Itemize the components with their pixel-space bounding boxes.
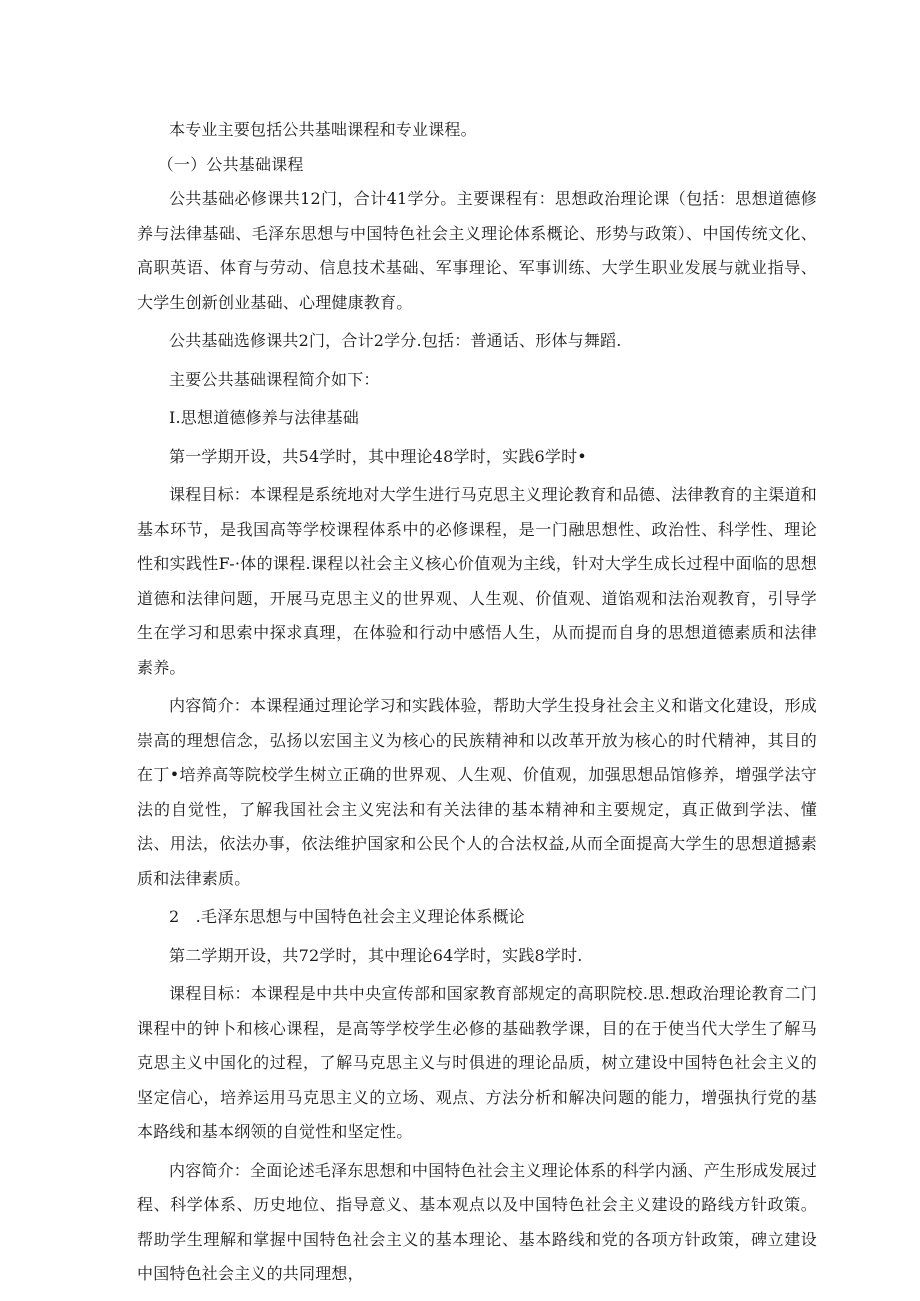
course-1-objective: 课程目标：本课程是系统地对大学生进行马克思主义理论教育和品德、法律教育的主渠道和基本环节，是我国高等学校课程体系中的必修课程，是一门融思想性、政治性、科学性、理论性和实践性F-·体的课程.课程以社会主义核心价值观为主线，针对大学生成长过程中面临的思想道德和法律问题，开展马克思主义的世界观、人生观、价值观、道馅观和法治观教育，引导学生在学习和思索中探求真理，在体验和行动中感悟人生，从而提而自身的思想道德素质和法律素养。 [137, 485, 818, 677]
required-courses-paragraph: 公共基础必修课共12门，合计41学分。主要课程有：思想政治理论课（包括：思想道德修养与法律基础、毛泽东思想与中国特色社会主义理论体系概论、形势与政策）、中国传统文化、高职英语、体育与劳动、信息技术基础、军事理论、军事训练、大学生职业发展与就业指导、大学生创新创业基础、心理健康教育。 [137, 189, 817, 312]
course-2-objective: 课程目标：本课程是中共中央宣传部和国家教育部规定的高职院校.思.想政治理论教育二门课程中的钟卜和核心课程，是高等学校学生必修的基础教学课，目的在于使当代大学生了解马克思主义中国化的过程，了解马克思主义与时俱进的理论品质，树立建设中国特色社会主义的坚定信心，培养运用马克思主义的立场、观点、方法分析和解决问题的能力，增强执行党的基本路线和基本纲领的自觉性和坚定性。 [137, 984, 817, 1141]
course-1-heading: I.思想道德修养与法律基础 [169, 408, 360, 427]
section-heading-public-basic-courses: （一）公共基础课程 [157, 154, 304, 174]
course-1-schedule: 第一学期开设，共54学时，其中理论48学时，实践6学时• [169, 446, 587, 466]
course-1-content: 内容简介：本课程通过理论学习和实践体验，帮助大学生投身社会主义和谐文化建设，形成崇高的理想信念，弘扬以宏国主义为核心的民族精神和以改革开放为核心的时代精神，其目的在丁•培养高等院校学生树立正确的世界观、人生观、价值观，加强思想品馆修养，增强学法守法的自觉性，了解我国社会主义宪法和有关法律的基本精神和主要规定，真正做到学法、懂法、用法，依法办事，依法维护国家和公民个人的合法权益,从而全面提高大学生的思想道撼素质和法律素质。 [137, 696, 818, 888]
course-2-heading: 2 .毛泽东思想与中国特色社会主义理论体系概论 [169, 907, 525, 926]
course-2-schedule: 第二学期开设，共72学时，其中理论64学时，实践8学时. [169, 945, 583, 965]
document-body [137, 113, 817, 1292]
elective-courses-paragraph: 公共基础选修课共2门，合计2学分.包括：普通话、形体与舞蹈. [169, 331, 622, 350]
course-2-content: 内容简介：全面论述毛泽东思想和中国特色社会主义理论体系的科学内涵、产生形成发展过程、科学体系、历史地位、指导意义、基本观点以及中国特色社会主义建设的路线方针政策。帮助学生理解和掌握中国特色社会主义的基本理论、基本路线和党的各项方针政策，碑立建设中国特色社会主义的共同理想， [137, 1160, 818, 1283]
course-intro-lead: 主要公共基础课程简介如下： [169, 369, 380, 389]
intro-paragraph: 本专业主要包括公共基咄课程和专业课程。 [169, 120, 477, 139]
